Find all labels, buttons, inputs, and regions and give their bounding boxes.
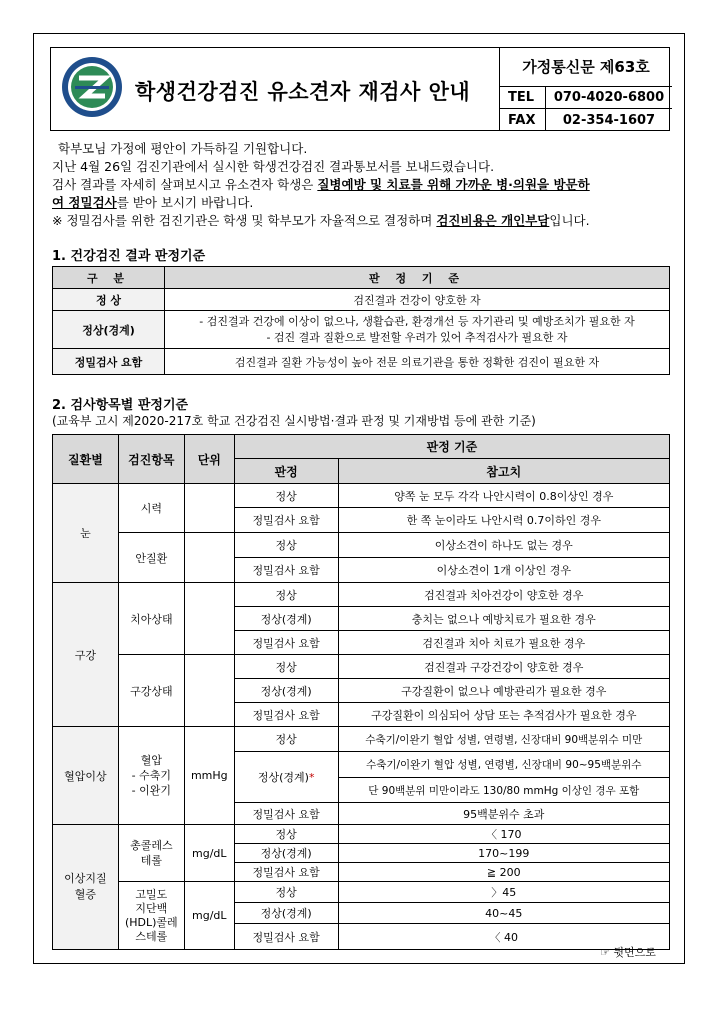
unit-cell: [184, 655, 234, 727]
judgment-cell: 정밀검사 요함: [234, 863, 338, 882]
intro-line: [52, 176, 672, 194]
note-cell: 〉45: [338, 882, 669, 903]
item-bp-line: - 수축기: [131, 769, 171, 782]
row-desc: [165, 311, 670, 349]
unit-cell: [184, 533, 234, 583]
note-cell: 충치는 없으나 예방치료가 필요한 경우: [338, 607, 669, 631]
judgment-cell: 정상: [234, 583, 338, 607]
judgment-cell: 정밀검사 요함: [234, 924, 338, 950]
judgment-cell: 정상: [234, 484, 338, 508]
note-cell: ≧ 200: [338, 863, 669, 882]
next-page-note: [600, 944, 656, 960]
item-line: (HDL)콜레: [124, 915, 178, 929]
item-eye-disease: 안질환: [118, 533, 184, 583]
intro-text: [52, 140, 672, 230]
item-bp: [118, 727, 184, 825]
item-teeth: 치아상태: [118, 583, 184, 655]
judgment-cell: 정밀검사 요함: [234, 803, 338, 825]
item-vision: 시력: [118, 484, 184, 533]
intro-emphasis: 여 정밀검사: [52, 195, 117, 210]
note-cell: 검진결과 치아건강이 양호한 경우: [338, 583, 669, 607]
table-header: 단위: [184, 435, 234, 484]
letter-header: [50, 47, 670, 131]
group-oral: 구강: [53, 583, 119, 727]
judgment-cell: 정상(경계): [234, 607, 338, 631]
row-desc-line: - 검진결과 건강에 이상이 없으나, 생활습관, 환경개선 등 자기관리 및 예방조치가 필요한 자: [199, 314, 635, 328]
intro-line: [52, 194, 672, 212]
note-cell: 구강질환이 의심되어 상담 또는 추적검사가 필요한 경우: [338, 703, 669, 727]
row-label: 정밀검사 요함: [53, 349, 165, 375]
unit-cell: mg/dL: [184, 825, 234, 882]
note-cell: 이상소견이 1개 이상인 경우: [338, 558, 669, 583]
intro-span: 검사 결과를 자세히 살펴보시고 유소견자 학생은: [52, 177, 318, 192]
tel-row: [500, 87, 672, 109]
note-cell: 170~199: [338, 844, 669, 863]
note-cell: 단 90백분위 미만이라도 130/80 mmHg 이상인 경우 포함: [338, 778, 669, 803]
item-line: 지단백: [135, 901, 168, 915]
group-eye: 눈: [53, 484, 119, 583]
table-header: 질환별: [53, 435, 119, 484]
contact-box: [499, 47, 671, 131]
group-lipid-line: 이상지질: [64, 872, 107, 885]
judgment-cell: 정상: [234, 727, 338, 752]
intro-line: [52, 212, 672, 230]
note-cell: 한 쪽 눈이라도 나안시력 0.7이하인 경우: [338, 508, 669, 533]
page-title: 학생건강검진 유소견자 재검사 안내: [135, 80, 471, 104]
note-cell: 양쪽 눈 모두 각각 나안시력이 0.8이상인 경우: [338, 484, 669, 508]
table-header: 판 정 기 준: [165, 267, 670, 289]
item-hdl: [118, 882, 184, 950]
row-desc: 검진결과 질환 가능성이 높아 전문 의료기관을 통한 정확한 검진이 필요한 자: [165, 349, 670, 375]
asterisk-mark: *: [308, 771, 315, 784]
item-line: 고밀도: [135, 887, 168, 901]
judgment-cell: 정상: [234, 533, 338, 558]
row-desc: 검진결과 건강이 양호한 자: [165, 289, 670, 311]
judgment-cell: 정상(경계): [234, 903, 338, 924]
item-line: 총콜레스: [130, 839, 173, 852]
section2-subtitle: (교육부 고시 제2020-217호 학교 건강검진 실시방법·결과 판정 및 기재방법 등에 관한 기준): [52, 414, 536, 428]
row-label: 정상(경계): [53, 311, 165, 349]
unit-cell: [184, 484, 234, 533]
table-header: 구 분: [53, 267, 165, 289]
judgment-cell: 정밀검사 요함: [234, 508, 338, 533]
item-bp-line: 혈압: [140, 754, 162, 767]
note-cell: 검진결과 치아 치료가 필요한 경우: [338, 631, 669, 655]
item-criteria-table: [52, 434, 670, 950]
unit-cell: mmHg: [184, 727, 234, 825]
judgment-cell: 정밀검사 요함: [234, 558, 338, 583]
fax-row: [500, 109, 672, 131]
fax-value: 02-354-1607: [562, 112, 656, 128]
note-cell: 〈 170: [338, 825, 669, 844]
judgment-cell: 정상: [234, 655, 338, 679]
intro-line: 학부모님 가정에 평안이 가득하길 기원합니다.: [58, 141, 308, 156]
judgment-cell: 정밀검사 요함: [234, 631, 338, 655]
note-cell: 95백분위수 초과: [338, 803, 669, 825]
group-bp: 혈압이상: [53, 727, 119, 825]
judgment-cell: 정상(경계): [234, 679, 338, 703]
item-line: 테롤: [140, 854, 162, 867]
section2-title: 2. 검사항목별 판정기준: [52, 398, 189, 413]
school-logo-icon: [61, 56, 123, 118]
group-lipid-line: 혈증: [74, 888, 97, 901]
pointing-hand-icon: ☞: [600, 946, 610, 959]
intro-span: ※ 정밀검사를 위한 검진기관은 학생 및 학부모가 자율적으로 결정하며: [52, 213, 437, 228]
judgment-text: 정상(경계): [257, 771, 309, 784]
intro-emphasis: 질병예방 및 치료를 위해 가까운 병·의원을 방문하: [317, 177, 590, 192]
judgment-cell: 정상: [234, 882, 338, 903]
row-desc-line: - 검진 결과 질환으로 발전할 우려가 있어 추적검사가 필요한 자: [266, 330, 568, 344]
table-header: 판정 기준: [234, 435, 669, 459]
intro-span: 를 받아 보시기 바랍니다.: [116, 195, 254, 210]
table-header: 검진항목: [118, 435, 184, 484]
unit-cell: [184, 583, 234, 655]
item-mouth: 구강상태: [118, 655, 184, 727]
next-page-text: 뒷면으로: [613, 946, 656, 959]
section1-title: 1. 건강검진 결과 판정기준: [52, 249, 206, 264]
row-label: 정 상: [53, 289, 165, 311]
tel-label: TEL: [500, 87, 546, 108]
judgment-cell: [234, 752, 338, 803]
intro-span: 입니다.: [549, 213, 590, 228]
note-cell: 이상소견이 하나도 없는 경우: [338, 533, 669, 558]
note-cell: 40~45: [338, 903, 669, 924]
intro-line: 지난 4월 26일 검진기관에서 실시한 학생건강검진 결과통보서를 보내드렸습니다.: [52, 159, 495, 174]
item-bp-line: - 이완기: [131, 784, 171, 797]
note-cell: 구강질환이 없으나 예방관리가 필요한 경우: [338, 679, 669, 703]
note-cell: 수축기/이완기 혈압 성별, 연령별, 신장대비 90백분위수 미만: [338, 727, 669, 752]
unit-cell: mg/dL: [184, 882, 234, 950]
issue-number: 가정통신문 제63호: [500, 47, 672, 87]
judgment-cell: 정상: [234, 825, 338, 844]
group-lipid: [53, 825, 119, 950]
table-header: 참고치: [338, 459, 669, 484]
fax-label: FAX: [500, 109, 546, 131]
intro-emphasis: 검진비용은 개인부담: [436, 213, 550, 228]
note-cell: 수축기/이완기 혈압 성별, 연령별, 신장대비 90~95백분위수: [338, 752, 669, 778]
tel-value: 070-4020-6800: [553, 90, 665, 105]
judgment-criteria-table: [52, 266, 670, 375]
item-line: 스테롤: [135, 929, 168, 943]
judgment-cell: 정밀검사 요함: [234, 703, 338, 727]
table-header: 판정: [234, 459, 338, 484]
judgment-cell: 정상(경계): [234, 844, 338, 863]
note-cell: 〈 40: [338, 924, 669, 950]
item-cholesterol: [118, 825, 184, 882]
note-cell: 검진결과 구강건강이 양호한 경우: [338, 655, 669, 679]
